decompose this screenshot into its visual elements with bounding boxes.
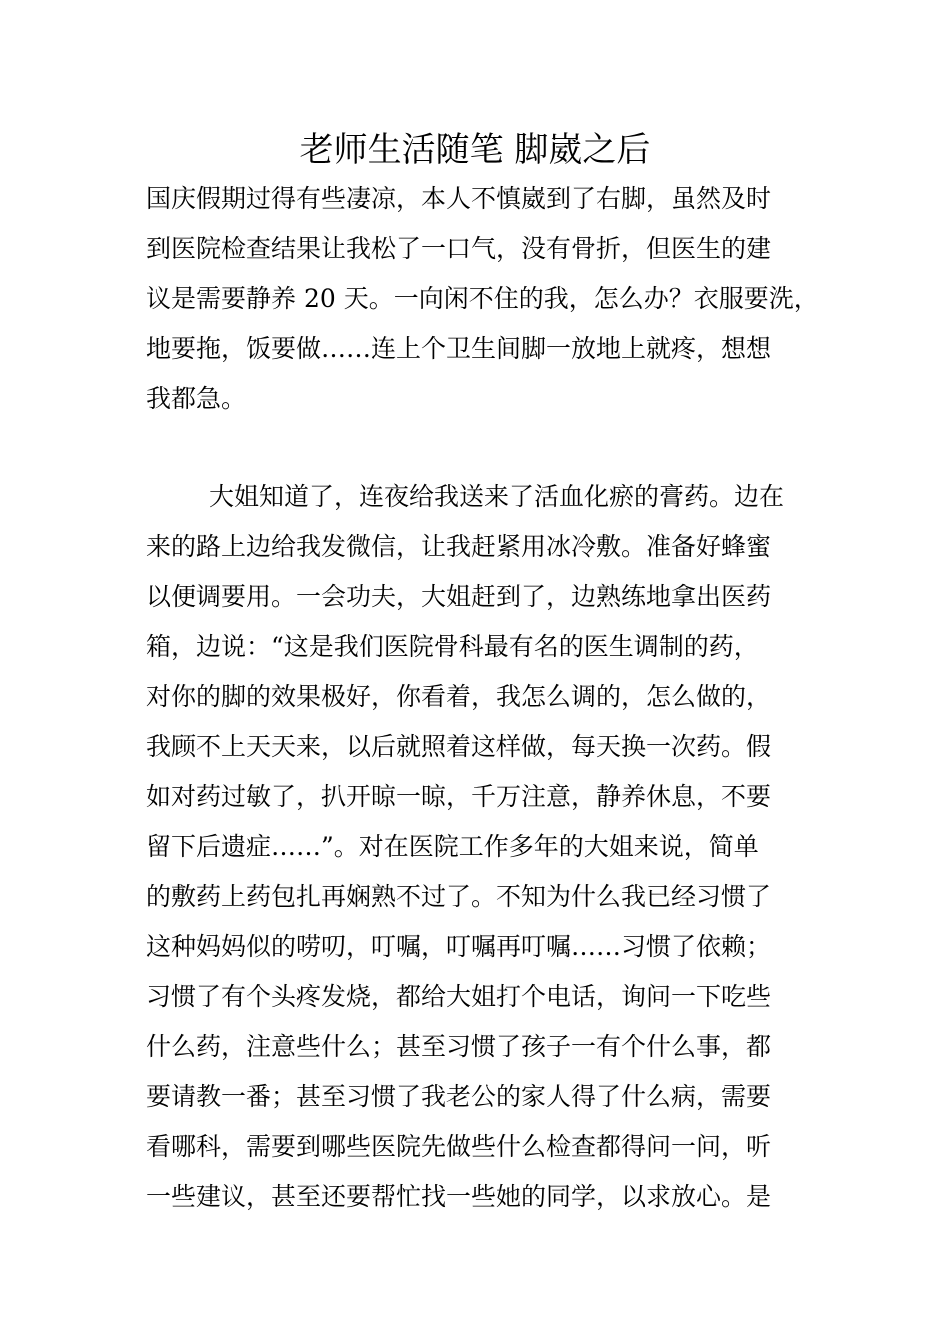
paragraph-1 bbox=[146, 174, 846, 424]
paragraph-line: 大姐知道了，连夜给我送来了活血化瘀的膏药。边在 bbox=[209, 482, 785, 511]
paragraph-line: 以便调要用。一会功夫，大姐赶到了，边熟练地拿出医药 bbox=[146, 582, 772, 611]
paragraph-line: 地要拖，饭要做……连上个卫生间脚一放地上就疼，想想 bbox=[146, 334, 772, 363]
paragraph-line: 箱，边说：“这是我们医院骨科最有名的医生调制的药， bbox=[146, 632, 759, 661]
paragraph-line: 这种妈妈似的唠叨，叮嘱，叮嘱再叮嘱……习惯了依赖； bbox=[146, 932, 772, 961]
paragraph-line: 国庆假期过得有些凄凉，本人不慎崴到了右脚，虽然及时 bbox=[146, 184, 772, 213]
paragraph-line: 如对药过敏了，扒开晾一晾，千万注意，静养休息，不要 bbox=[146, 782, 772, 811]
paragraph-line: 我顾不上天天来，以后就照着这样做，每天换一次药。假 bbox=[146, 732, 772, 761]
paragraph-line: 留下后遗症……”。对在医院工作多年的大姐来说，简单 bbox=[146, 832, 759, 861]
paragraph-line: 什么药，注意些什么；甚至习惯了孩子一有个什么事，都 bbox=[146, 1032, 772, 1061]
paragraph-line: 我都急。 bbox=[146, 384, 247, 413]
paragraph-line: 一些建议，甚至还要帮忙找一些她的同学，以求放心。是 bbox=[146, 1182, 772, 1211]
paragraph-2 bbox=[146, 472, 846, 1222]
paragraph-line: 看哪科，需要到哪些医院先做些什么检查都得问一问，听 bbox=[146, 1132, 772, 1161]
document-title: 老师生活随笔 脚崴之后 bbox=[299, 130, 651, 170]
paragraph-line: 要请教一番；甚至习惯了我老公的家人得了什么病，需要 bbox=[146, 1082, 772, 1111]
paragraph-line: 来的路上边给我发微信，让我赶紧用冰冷敷。准备好蜂蜜 bbox=[146, 532, 772, 561]
paragraph-line: 习惯了有个头疼发烧，都给大姐打个电话，询问一下吃些 bbox=[146, 982, 772, 1011]
paragraph-line: 的敷药上药包扎再娴熟不过了。不知为什么我已经习惯了 bbox=[146, 882, 772, 911]
paragraph-line: 对你的脚的效果极好，你看着，我怎么调的，怎么做的， bbox=[146, 682, 772, 711]
paragraph-line: 议是需要静养 20 天。一向闲不住的我，怎么办？衣服要洗， bbox=[146, 284, 819, 313]
paragraph-line: 到医院检查结果让我松了一口气，没有骨折，但医生的建 bbox=[146, 234, 772, 263]
